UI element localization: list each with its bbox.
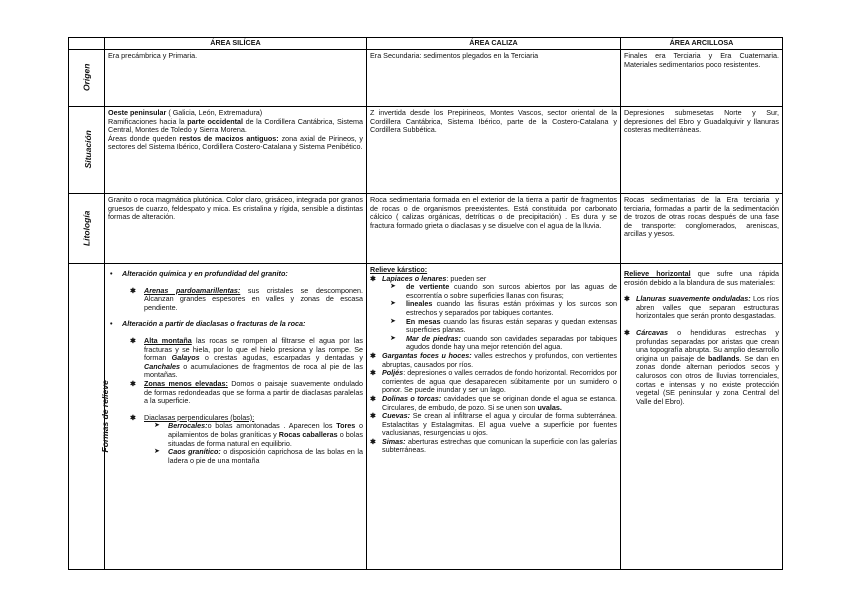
list-item: ✱ Simas: aberturas estrechas que comunican la superficie con las galerías subterráneas. [370, 436, 617, 455]
list-item: ✱ Poljés: depresiones o valles cerrados de fondo horizontal. Recorridos por corrientes de agua que desaparecen súbitamente por un sumidero o ponor. Se puede inundar y ser un lago. [370, 368, 617, 395]
header-arcillosa: ÁREA ARCILLOSA [621, 38, 783, 50]
corner-cell [69, 38, 105, 50]
formas-silicea [105, 264, 367, 570]
list-item: • Alteración química y en profundidad del granito: [110, 269, 288, 278]
list-item: ➤ lineales cuando las fisuras están próximas y los surcos son estrechos y separados por tabiques cortantes. [390, 299, 617, 317]
list-item: ✱ Arenas pardoamarillentas: sus cristales se descomponen. Alcanzan grandes espesores en valles y zonas de escasa pendiente. [130, 285, 363, 312]
list-item: ✱ Dolinas o torcas: cavidades que se originan donde el agua se estanca. Circulares, de embudo, de pozo. Si se unen son uvalas. [370, 393, 618, 412]
litologia-arcillosa: Rocas sedimentarias de la Era terciaria y terciaria, formadas a partir de la sedimentación de trozos de otras rocas después de una fase de transporte: conglomerados, areniscas, arcillas y yesos. [621, 194, 783, 264]
formas-arcillosa: Relieve horizontal que sufre una rápida erosión debido a la blandura de sus materiales: ✱ Llanuras suavemente onduladas: Los ríos abren valles que separan estructuras horizontales que serán pronto desgastadas. ✱ Cárcavas o hendiduras estrechas y profundas separadas por aristas que crean una topografía abrupta. Su amplio desarrollo origina un paisaje de badlands. Se dan en zonas donde alternan periodos secos y calurosos con otros de lluvias torrenciales, cortas e intensas y no existe protección vegetal (SE peninsular y zona Central del Valle del Ebro). [621, 264, 783, 570]
comparison-table [68, 37, 783, 570]
list-item: ✱ Diaclasas perpendiculares (bolas): [130, 412, 255, 422]
list-item: ➤ Mar de piedras: cuando son cavidades separadas por tabiques agudos donde hay una mejor retención del agua. [390, 333, 617, 352]
list-item: ✱ Llanuras suavemente onduladas: Los ríos abren valles que separan estructuras horizontales que serán pronto desgastadas. [624, 294, 779, 321]
row-origen [69, 50, 783, 107]
litologia-silicea: Granito o roca magmática plutónica. Color claro, grisáceo, integrada por granos gruesos de cuarzo, feldespato y mica. Es cristalina y rígida, sensible a distintas formas de alteración. [105, 194, 367, 264]
row-label-situacion: Situación [69, 107, 105, 194]
situacion-caliza: Z invertida desde los Prepirineos, Montes Vascos, sector oriental de la Cordillera Cantábrica, Sistema Ibérico, parte de la Costero-Catalana y Cordillera Subbética. [367, 107, 621, 194]
origen-silicea: Era precámbrica y Primaria. [105, 50, 367, 107]
list-item: ➤ En mesas cuando las fisuras están separas y quedan extensas superficies planas. [390, 316, 617, 335]
list-item: ✱ Cárcavas o hendiduras estrechas y profundas separadas por aristas que crean una topografía abrupta. Su amplio desarrollo origina un paisaje de badlands. Se dan en zonas donde alternan periodos secos y calurosos con otros de lluvias torrenciales, cortas e intensas y no existe protección vegetal (SE peninsular y zona Central del Valle del Ebro). [624, 327, 779, 406]
header-silicea: ÁREA SILÍCEA [105, 38, 367, 50]
list-item: ✱ Lapiaces o lenares: pueden ser [370, 273, 487, 283]
row-label-litologia: Litología [69, 194, 105, 264]
list-item: ✱ Gargantas foces u hoces: valles estrechos y profundos, con vertientes abruptas, causados por ríos. [370, 350, 617, 369]
list-item: ✱ Cuevas: Se crean al infiltrarse el agua y circular de forma subterránea. Estalactitas y Estalagmitas. El agua vuelve a superficie por fuentes vaclusianas, resurgencias u ojos. [370, 411, 617, 438]
origen-caliza: Era Secundaria: sedimentos plegados en la Terciaria [367, 50, 621, 107]
formas-caliza: Relieve kárstico: ✱ Lapiaces o lenares: pueden ser ➤ de vertiente cuando son surcos abiertos por las aguas de escorrentía o sobre superficies llanas con fisuras; ➤ lineales cuando las fisuras están próximas y los surcos son estrechos y separados por tabiques cortantes. ➤ En mesas cuando las fisuras están separas y quedan extensas superficies planas. ➤ Mar de piedras: cuando son cavidades separadas por tabiques agudos donde hay una mejor retención del agua. ✱ Gargantas foces u hoces: valles estrechos y profundos, con vertientes abruptas, causados por ríos. ✱ Poljés: depresiones o valles cerrados de fondo horizontal. Recorridos por corrientes de agua que desaparecen súbitamente por un sumidero o ponor. Se puede inundar y ser un lago. ✱ Dolinas o torcas: cavidades que se originan donde el agua se estanca. Circulares, de embudo, de pozo. Si se unen son uvalas. ✱ Cuevas: Se crean al infiltrarse el agua y circular de forma subterránea. Estalactitas y Estalagmitas. El agua vuelve a superficie por fuentes vaclusianas, resurgencias u ojos. ✱ Simas: aberturas estrechas que comunican la superficie con las galerías subterráneas. [367, 264, 621, 570]
origen-arcillosa: Finales era Terciaria y Era Cuaternaria. Materiales sedimentarios poco resistentes. [621, 50, 783, 107]
header-caliza: ÁREA CALIZA [367, 38, 621, 50]
row-label-formas: Formas de relieve [69, 264, 105, 570]
situacion-silicea: Oeste peninsular ( Galicia, León, Extremadura) Ramificaciones hacia la parte occidental de la Cordillera Cantábrica, Sistema Central, Montes de Toledo y Sierra Morena. Áreas donde queden restos de macizos antiguos: zona axial de Pirineos, y sectores del Sistema Ibérico, Cordillera Costero-Catalana y Sistema Penibético. [105, 107, 367, 194]
row-label-origen: Origen [69, 50, 105, 107]
list-item: • Alteración a partir de diaclasas o fracturas de la roca: [110, 319, 306, 329]
list-item: ✱ Alta montaña las rocas se rompen al filtrarse el agua por las fracturas y se hiela, por lo que el hielo presiona y las rompe. Se forman Galayos o crestas agudas, escarpadas y dentadas y Canchales o acumulaciones de fragmentos de roca al pie de las montañas. [130, 335, 363, 380]
list-item: ✱ Zonas menos elevadas: Domos o paisaje suavemente ondulado de formas redondeadas que se forma a partir de diaclasas paralelas a la superficie. [130, 378, 364, 406]
list-item: ➤ Berrocales:o bolas amontonadas . Aparecen los Tores o apilamientos de bolas graníticas y Rocas caballeras o bolas situadas de forma natural en equilibrio. [154, 421, 363, 448]
list-item: ➤ de vertiente cuando son surcos abiertos por las aguas de escorrentía o sobre superficies llanas con fisuras; [390, 282, 617, 300]
row-situacion [69, 107, 783, 194]
row-litologia [69, 194, 783, 264]
list-item: ➤ Caos granítico: o disposición caprichosa de las bolas en la ladera o pie de una montaña [154, 447, 363, 465]
litologia-caliza: Roca sedimentaria formada en el exterior de la tierra a partir de fragmentos de rocas o de organismos preexistentes. Está constituida por carbonato cálcico ( calizas orgánicas, detríticas o de precipitación) . Es dura y se fractura formado grieta o diaclasas y se disuelve con el agua de la lluvia. [367, 194, 621, 264]
situacion-arcillosa: Depresiones submesetas Norte y Sur, depresiones del Ebro y Guadalquivir y llanuras costeras mediterráneas. [621, 107, 783, 194]
row-formas [69, 264, 783, 570]
